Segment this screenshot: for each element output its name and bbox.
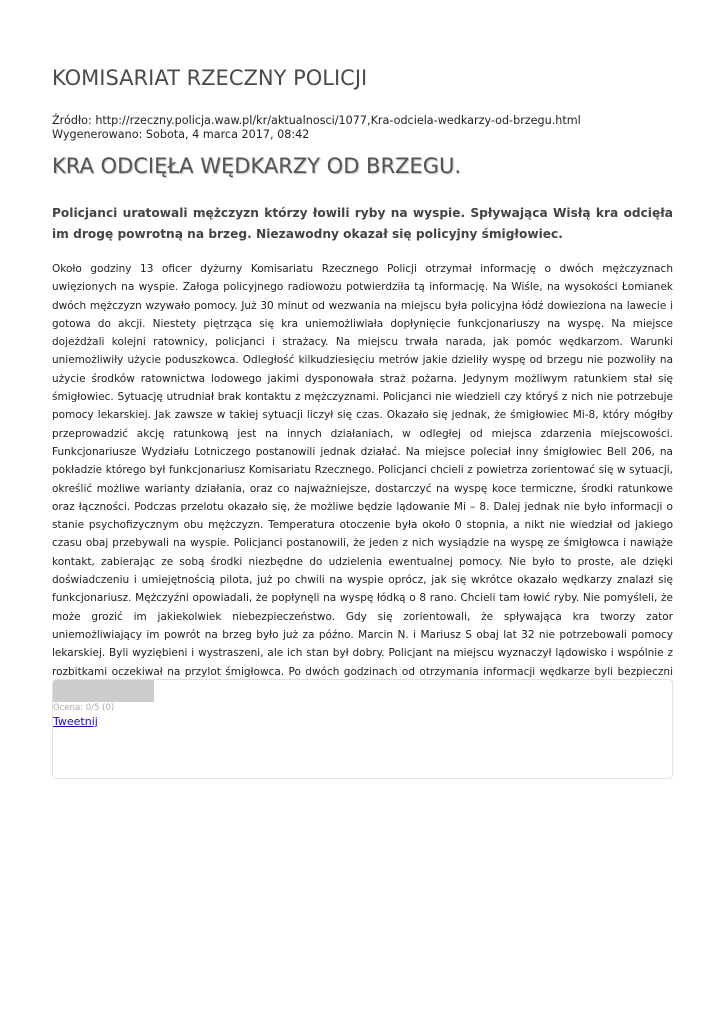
article-body: Około godziny 13 oficer dyżurny Komisariatu Rzecznego Policji otrzymał informację o dwóch mężczyznach uwięzionych na wyspie. Załoga policyjnego radiowozu potwierdziła tą informację. Na Wiśle, na wysokości Łomianek dwóch mężczyzn wzywało pomocy. Już 30 minut od wezwania na miejscu była policyjna łódź dowieziona na lawecie i gotowa do akcji. Niestety piętrząca się kra uniemożliwiała dopłynięcie funkcjonariuszy na wyspę. Na miejsce dojeżdżali kolejni ratownicy, policjanci i strażacy. Na miejscu trwała narada, jak pomóc wędkarzom. Warunki uniemożliwiły użycie poduszkowca. Odległość kilkudziesięciu metrów jakie dzieliły wyspę od brzegu nie pozwoliły na użycie środków ratownictwa lodowego jakimi dysponowała straż pożarna. Jedynym możliwym ratunkiem stał się śmigłowiec. Sytuację utrudniał brak kontaktu z mężczyznami. Policjanci nie wiedzieli czy któryś z nich nie potrzebuje pomocy lekarskiej. Jak zawsze w takiej sytuacji liczył się czas. Okazało się jednak, że śmigłowiec Mi-8, który mógłby przeprowadzić akcję ratunkową jest na innych działaniach, w odległej od miejsca zdarzenia miejscowości. Funkcjonariusze Wydziału Lotniczego postanowili jednak działać. Na miejsce poleciał inny śmigłowiec Bell 206, na pokładzie którego był funkcjonariusz Komisariatu Rzecznego. Policjanci chcieli z powietrza zorientować się w sytuacji, określić możliwe warianty działania, oraz co najważniejsze, dostarczyć na wyspę koce termiczne, środki ratunkowe oraz łączności. Podczas przelotu okazało się, że możliwe będzie lądowanie Mi – 8. Dalej jednak nie było informacji o stanie psychofizycznym obu mężczyzn. Temperatura otoczenie była około 0 stopnia, a nikt nie wiedział od jakiego czasu obaj przebywali na wyspie. Policjanci postanowili, że jeden z nich wysiądzie na wyspę ze śmigłowca i nawiąże kontakt, zabierając ze sobą środki niezbędne do udzielenia ewentualnej pomocy. Nie było to proste, ale dzięki doświadczeniu i umiejętnością pilota, już po chwili na wyspie oprócz, jak się wkrótce okazało wędkarzy znalazł się funkcjonariusz. Mężczyźni opowiadali, że popłynęli na wyspę łódką o 8 rano. Chcieli tam łowić ryby. Nie pomyśleli, że może grozić im jakiekolwiek niebezpieczeństwo. Gdy się zorientowali, że spływająca kra tworzy zator uniemożliwiający im powrót na brzeg było już za późno. Marcin N. i Mariusz S obaj lat 32 nie potrzebowali pomocy lekarskiej. Byli wyziębieni i wystraszeni, ale ich stan był dobry. Policjant na miejscu wyznaczył lądowisko i wspólnie z rozbitkami oczekiwał na przylot śmigłowca. Po dwóch godzinach od otrzymania informacji wędkarze byli bezpieczni	[52, 263, 673, 678]
article-title: KRA ODCIĘŁA WĘDKARZY OD BRZEGU.	[52, 154, 462, 178]
generated-date: Wygenerowano: Sobota, 4 marca 2017, 08:42	[52, 128, 310, 141]
rating-stars-bar[interactable]	[53, 680, 154, 702]
rating-text: Ocena: 0/5 (0)	[53, 703, 115, 713]
article-lead: Policjanci uratowali mężczyzn którzy łowili ryby na wyspie. Spływająca Wisłą kra odcięła im drogę powrotną na brzeg. Niezawodny okazał się policyjny śmigłowiec.	[52, 206, 673, 241]
print-meta	[52, 114, 581, 142]
rating-share-box	[52, 679, 673, 779]
source-url: Źródło: http://rzeczny.policja.waw.pl/kr/aktualnosci/1077,Kra-odciela-wedkarzy-od-brzegu.html	[52, 114, 581, 127]
tweet-link[interactable]: Tweetnij	[53, 715, 98, 728]
site-title: KOMISARIAT RZECZNY POLICJI	[52, 66, 368, 90]
